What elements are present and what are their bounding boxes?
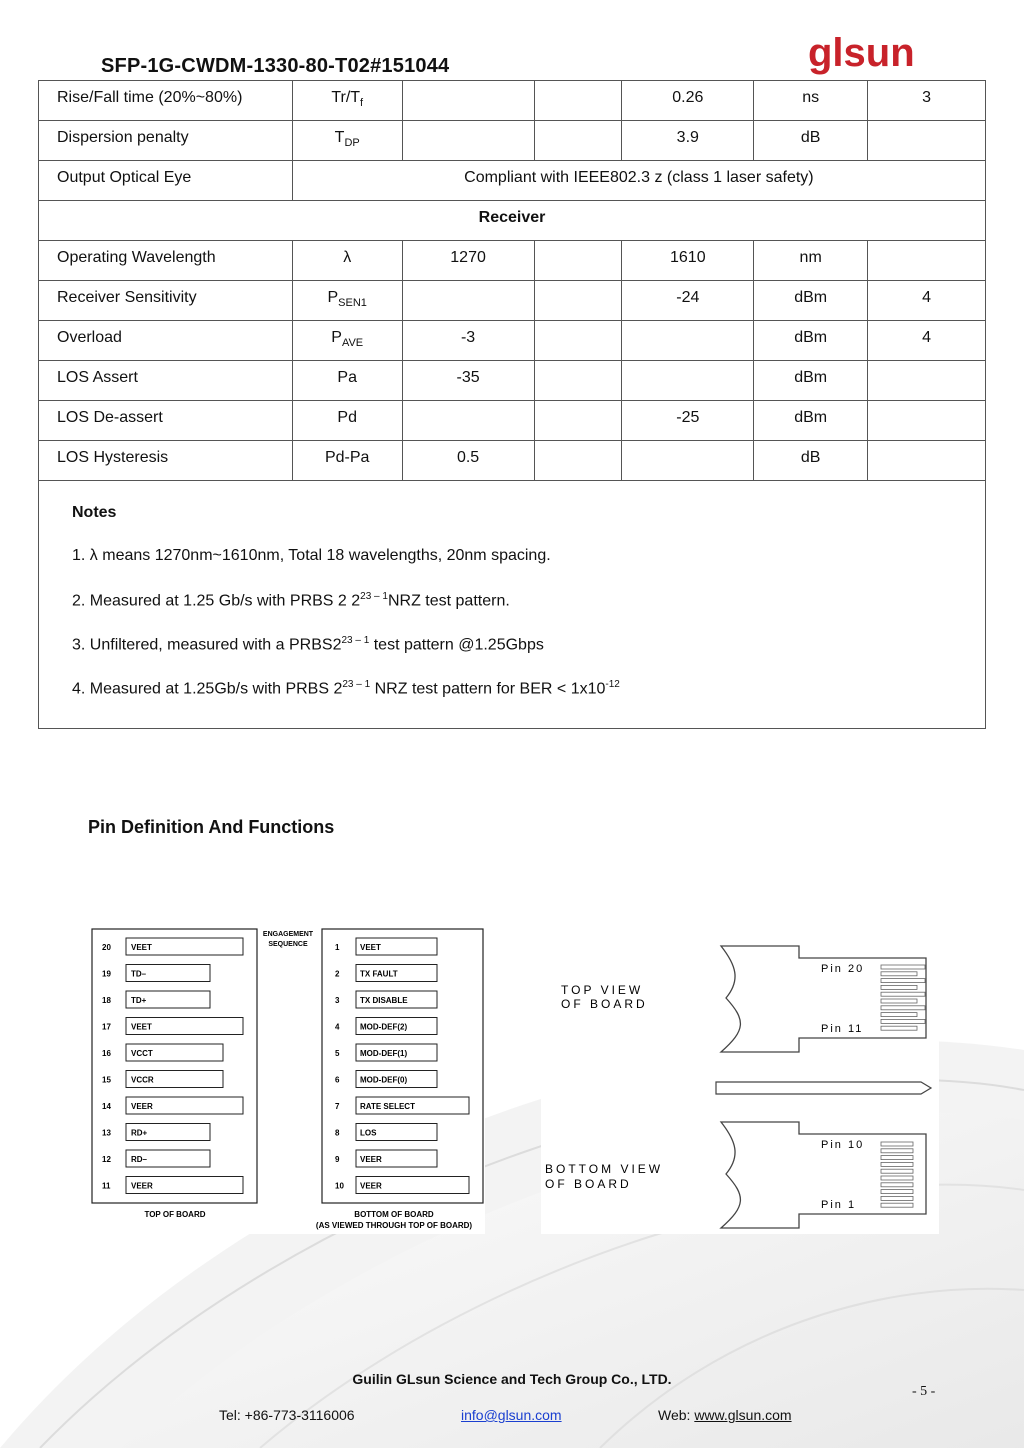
pin10-label: Pin 10 bbox=[821, 1139, 865, 1151]
pin-label: TX DISABLE bbox=[360, 996, 408, 1005]
pin-label: VEER bbox=[131, 1181, 153, 1191]
pin-label: RD– bbox=[131, 1155, 148, 1164]
glsun-logo bbox=[806, 30, 936, 85]
pin-number: 3 bbox=[335, 996, 340, 1005]
pad bbox=[881, 1019, 925, 1023]
pin-label: VEET bbox=[131, 943, 152, 952]
pad bbox=[881, 972, 917, 976]
bottom-board-caption: BOTTOM OF BOARD bbox=[354, 1210, 434, 1219]
footer-company: Guilin GLsun Science and Tech Group Co., LTD. bbox=[352, 1371, 672, 1387]
pin-label: VEER bbox=[131, 1102, 153, 1111]
pin-label: RATE SELECT bbox=[360, 1102, 415, 1111]
pin-number: 6 bbox=[335, 1075, 340, 1085]
table-cell: LOS Assert bbox=[39, 361, 293, 401]
table-cell: Receiver bbox=[39, 201, 986, 241]
table-cell: Receiver Sensitivity bbox=[39, 281, 293, 321]
spec-table bbox=[38, 80, 986, 481]
pad bbox=[881, 985, 917, 989]
table-row bbox=[39, 281, 986, 321]
bottom-view-label: BOTTOM VIEW bbox=[545, 1162, 664, 1176]
pad bbox=[881, 1176, 913, 1180]
table-cell bbox=[868, 241, 986, 281]
section-heading: Pin Definition And Functions bbox=[88, 817, 335, 837]
logo-text: glsun bbox=[808, 31, 915, 75]
bottom-view-label: OF BOARD bbox=[545, 1177, 632, 1191]
table-cell: LOS Hysteresis bbox=[39, 441, 293, 481]
pin-number: 4 bbox=[335, 1022, 340, 1032]
pin-number: 17 bbox=[102, 1022, 111, 1032]
pin-number: 1 bbox=[335, 943, 340, 952]
bottom-board-outline bbox=[721, 1122, 926, 1228]
pin-number: 7 bbox=[335, 1102, 340, 1111]
pin-label: VEER bbox=[360, 1155, 382, 1164]
table-cell bbox=[402, 401, 534, 441]
pad bbox=[881, 1190, 913, 1194]
table-cell: -25 bbox=[622, 401, 754, 441]
table-cell bbox=[868, 361, 986, 401]
table-cell: Pd bbox=[292, 401, 402, 441]
footer-email-link[interactable]: info@glsun.com bbox=[461, 1407, 562, 1423]
pin-label: VEET bbox=[360, 943, 381, 952]
table-cell: Overload bbox=[39, 321, 293, 361]
pin-number: 2 bbox=[335, 969, 340, 979]
pad bbox=[881, 1142, 913, 1146]
pin-label: MOD-DEF(1) bbox=[360, 1049, 408, 1058]
pin-label: LOS bbox=[360, 1128, 377, 1138]
table-cell: dBm bbox=[754, 401, 868, 441]
table-cell: 3.9 bbox=[622, 121, 754, 161]
pin-number: 16 bbox=[102, 1049, 111, 1058]
pin-label: VEET bbox=[131, 1022, 152, 1032]
pad bbox=[881, 1203, 913, 1207]
table-cell bbox=[402, 281, 534, 321]
pin-label: TD+ bbox=[131, 996, 147, 1005]
pin11-label: Pin 11 bbox=[821, 1023, 864, 1035]
table-cell: $T_{DP}$ bbox=[292, 121, 402, 161]
table-cell: LOS De-assert bbox=[39, 401, 293, 441]
pin-label: VEER bbox=[360, 1181, 382, 1191]
pad bbox=[881, 1156, 913, 1160]
pad bbox=[881, 965, 925, 969]
table-cell: 1270 bbox=[402, 241, 534, 281]
table-cell: 4 bbox=[868, 321, 986, 361]
pin-label: TX FAULT bbox=[360, 969, 398, 979]
table-cell bbox=[534, 121, 622, 161]
pad bbox=[881, 992, 925, 996]
table-cell bbox=[534, 321, 622, 361]
pin-label: MOD-DEF(0) bbox=[360, 1075, 408, 1085]
engagement-label: ENGAGEMENT bbox=[262, 931, 314, 938]
table-cell: Rise/Fall time (20%~80%) bbox=[39, 81, 293, 121]
table-cell bbox=[622, 361, 754, 401]
table-cell: dBm bbox=[754, 321, 868, 361]
note-2: 2. Measured at 1.25 Gb/s with PRBS 2 2$^{23 - 1}$NRZ test pattern. bbox=[72, 591, 510, 610]
pad bbox=[881, 1149, 913, 1153]
pad bbox=[881, 1183, 913, 1187]
table-cell: λ bbox=[292, 241, 402, 281]
table-row bbox=[39, 81, 986, 121]
table-row bbox=[39, 401, 986, 441]
table-cell: Operating Wavelength bbox=[39, 241, 293, 281]
table-cell: Dispersion penalty bbox=[39, 121, 293, 161]
table-cell: nm bbox=[754, 241, 868, 281]
pin-number: 19 bbox=[102, 969, 111, 979]
sequence-label: SEQUENCE bbox=[268, 941, 308, 948]
pad bbox=[881, 1169, 913, 1173]
table-cell bbox=[622, 441, 754, 481]
notes-box bbox=[38, 481, 986, 729]
table-cell: dBm bbox=[754, 361, 868, 401]
pad bbox=[881, 979, 925, 983]
table-row bbox=[39, 441, 986, 481]
pin-label: MOD-DEF(2) bbox=[360, 1022, 408, 1032]
table-cell: Pd-Pa bbox=[292, 441, 402, 481]
table-cell: -24 bbox=[622, 281, 754, 321]
pad bbox=[881, 1026, 917, 1030]
pad bbox=[881, 1196, 913, 1200]
table-cell: Pa bbox=[292, 361, 402, 401]
table-cell: $P_{SEN1}$ bbox=[292, 281, 402, 321]
top-view-label: OF BOARD bbox=[561, 997, 648, 1011]
table-cell bbox=[402, 81, 534, 121]
table-cell: dB bbox=[754, 121, 868, 161]
pad bbox=[881, 999, 917, 1003]
top-view-label: TOP VIEW bbox=[561, 983, 644, 997]
pin-number: 13 bbox=[102, 1128, 111, 1138]
receiver-heading-row bbox=[39, 201, 986, 241]
table-cell bbox=[402, 121, 534, 161]
footer-web: Web: www.glsun.com bbox=[658, 1407, 792, 1423]
note-3: 3. Unfiltered, measured with a PRBS2$^{23 - 1}$ test pattern @1.25Gbps bbox=[72, 635, 544, 654]
table-cell bbox=[534, 361, 622, 401]
pin20-label: Pin 20 bbox=[821, 963, 865, 975]
table-cell: $P_{AVE}$ bbox=[292, 321, 402, 361]
table-cell bbox=[534, 401, 622, 441]
pad bbox=[881, 1162, 913, 1166]
table-row-optical-eye bbox=[39, 161, 986, 201]
pin-number: 12 bbox=[102, 1155, 111, 1164]
pin-label: TD– bbox=[131, 969, 147, 979]
table-cell: 1610 bbox=[622, 241, 754, 281]
table-cell bbox=[868, 121, 986, 161]
pin-label: VCCR bbox=[131, 1075, 154, 1085]
pin-label: VCCT bbox=[131, 1049, 153, 1058]
pin-number: 11 bbox=[102, 1181, 111, 1191]
table-cell bbox=[622, 321, 754, 361]
pad bbox=[881, 1006, 925, 1010]
table-cell: 0.5 bbox=[402, 441, 534, 481]
pin-number: 9 bbox=[335, 1155, 340, 1164]
table-row bbox=[39, 321, 986, 361]
table-row bbox=[39, 241, 986, 281]
table-cell bbox=[534, 281, 622, 321]
pin-number: 20 bbox=[102, 943, 111, 952]
table-cell: ns bbox=[754, 81, 868, 121]
table-cell: 0.26 bbox=[622, 81, 754, 121]
pin-label: RD+ bbox=[131, 1128, 148, 1138]
table-cell bbox=[534, 81, 622, 121]
table-cell: Output Optical Eye bbox=[39, 161, 293, 201]
pad bbox=[881, 1013, 917, 1017]
table-row bbox=[39, 361, 986, 401]
table-cell bbox=[868, 441, 986, 481]
note-4: 4. Measured at 1.25Gb/s with PRBS 2$^{23 - 1}$ NRZ test pattern for BER < $1x10^{-12}$ bbox=[72, 679, 620, 698]
footer-web-link[interactable]: www.glsun.com bbox=[694, 1407, 792, 1423]
table-cell: Compliant with IEEE802.3 z (class 1 laser safety) bbox=[292, 161, 985, 201]
table-cell bbox=[534, 441, 622, 481]
pin-number: 18 bbox=[102, 996, 111, 1005]
pin-number: 14 bbox=[102, 1102, 111, 1111]
table-cell: $Tr/T_f$ bbox=[292, 81, 402, 121]
side-view bbox=[716, 1082, 931, 1094]
top-board-caption: TOP OF BOARD bbox=[144, 1210, 206, 1219]
pin-number: 8 bbox=[335, 1128, 340, 1138]
table-cell: 3 bbox=[868, 81, 986, 121]
pin1-label: Pin 1 bbox=[821, 1199, 857, 1211]
bottom-board-caption-note: (AS VIEWED THROUGH TOP OF BOARD) bbox=[315, 1221, 473, 1230]
table-cell bbox=[868, 401, 986, 441]
note-1: 1. λ means 1270nm~1610nm, Total 18 wavelengths, 20nm spacing. bbox=[72, 547, 551, 564]
notes-title: Notes bbox=[72, 504, 117, 521]
table-cell: dBm bbox=[754, 281, 868, 321]
pin-number: 10 bbox=[335, 1181, 344, 1191]
pin-definition-figure bbox=[90, 928, 485, 1234]
board-view-figure bbox=[541, 930, 939, 1234]
table-cell: -35 bbox=[402, 361, 534, 401]
table-cell bbox=[534, 241, 622, 281]
table-row bbox=[39, 121, 986, 161]
table-cell: dB bbox=[754, 441, 868, 481]
pin-number: 5 bbox=[335, 1049, 340, 1058]
page-title: SFP-1G-CWDM-1330-80-T02#151044 bbox=[101, 55, 450, 77]
footer-tel: Tel: +86-773-3116006 bbox=[219, 1407, 355, 1423]
page-number: - 5 - bbox=[912, 1384, 936, 1399]
pin-number: 15 bbox=[102, 1075, 111, 1085]
table-cell: 4 bbox=[868, 281, 986, 321]
table-cell: -3 bbox=[402, 321, 534, 361]
